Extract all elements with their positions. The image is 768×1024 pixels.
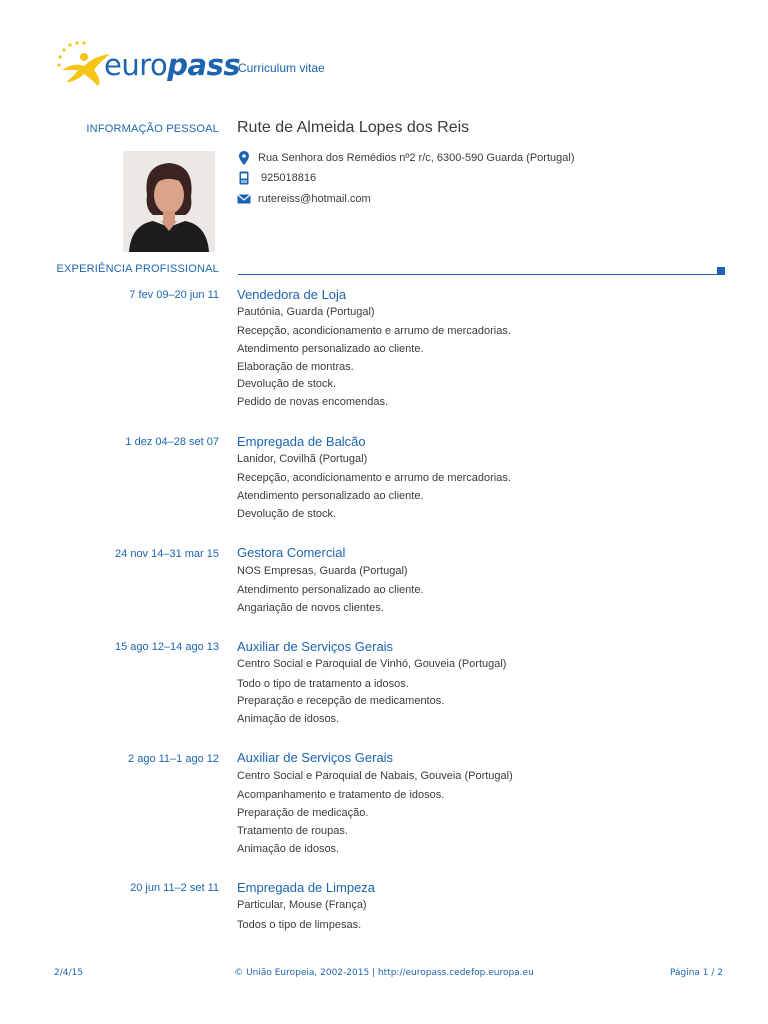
job-title: Gestora Comercial	[237, 545, 346, 560]
job-task: Todo o tipo de tratamento a idosos.	[237, 678, 409, 690]
job-dates: 24 nov 14–31 mar 15	[115, 548, 219, 560]
job-dates: 7 fev 09–20 jun 11	[129, 289, 219, 301]
job-employer: NOS Empresas, Guarda (Portugal)	[237, 565, 408, 577]
job-task: Devolução de stock.	[237, 508, 337, 520]
job-dates: 15 ago 12–14 ago 13	[115, 641, 219, 653]
contact-address	[237, 151, 574, 165]
job-employer: Centro Social e Paroquial de Vinhó, Gouveia (Portugal)	[237, 658, 507, 670]
job-task: Recepção, acondicionamento e arrumo de mercadorias.	[237, 325, 511, 337]
job-employer: Particular, Mouse (França)	[237, 899, 367, 911]
job-task: Acompanhamento e tratamento de idosos.	[237, 789, 445, 801]
mobile-phone-icon	[237, 171, 251, 185]
job-dates: 1 dez 04–28 set 07	[125, 436, 219, 448]
job-task: Animação de idosos.	[237, 713, 340, 725]
job-task: Tratamento de roupas.	[237, 825, 348, 837]
job-dates: 20 jun 11–2 set 11	[130, 882, 219, 894]
contact-phone	[237, 171, 316, 185]
job-title: Empregada de Balcão	[237, 434, 366, 449]
job-task: Recepção, acondicionamento e arrumo de mercadorias.	[237, 472, 511, 484]
phone-text[interactable]: 925018816	[261, 172, 317, 184]
job-title: Vendedora de Loja	[237, 287, 347, 302]
personal-info-label: INFORMAÇÃO PESSOAL	[86, 123, 219, 135]
footer-date: 2/4/15	[54, 968, 83, 978]
job-task: Pedido de novas encomendas.	[237, 396, 389, 408]
person-name: Rute de Almeida Lopes dos Reis	[237, 119, 470, 136]
job-task: Preparação de medicação.	[237, 807, 369, 819]
footer-copyright[interactable]: © União Europeia, 2002-2015 | http://europass.cedefop.europa.eu	[234, 968, 534, 978]
envelope-icon	[237, 192, 251, 206]
job-employer: Pautónia, Guarda (Portugal)	[237, 306, 375, 318]
job-task: Atendimento personalizado ao cliente.	[237, 490, 424, 502]
footer-page-number: Página 1 / 2	[669, 968, 723, 978]
job-task: Animação de idosos.	[237, 843, 340, 855]
address-text: Rua Senhora dos Remédios nº2 r/c, 6300-590 Guarda (Portugal)	[258, 152, 575, 164]
profile-photo	[123, 151, 215, 252]
email-link[interactable]: rutereiss@hotmail.com	[258, 193, 371, 205]
job-task: Todos o tipo de limpesas.	[237, 919, 362, 931]
divider-end-square	[717, 267, 725, 275]
job-task: Atendimento personalizado ao cliente.	[237, 343, 424, 355]
europass-logo	[54, 40, 241, 90]
job-title: Empregada de Limpeza	[237, 880, 376, 895]
job-dates: 2 ago 11–1 ago 12	[128, 753, 219, 765]
document-title: Curriculum vitae	[238, 61, 325, 75]
job-title: Auxiliar de Serviços Gerais	[237, 750, 394, 765]
job-employer: Lanidor, Covilhã (Portugal)	[237, 453, 368, 465]
job-title: Auxiliar de Serviços Gerais	[237, 639, 394, 654]
contact-email	[237, 192, 371, 206]
section-divider	[238, 274, 718, 275]
job-task: Elaboração de montras.	[237, 361, 354, 373]
job-task: Devolução de stock.	[237, 378, 337, 390]
job-task: Angariação de novos clientes.	[237, 602, 384, 614]
job-task: Atendimento personalizado ao cliente.	[237, 584, 424, 596]
experience-label: EXPERIÊNCIA PROFISSIONAL	[56, 263, 219, 275]
job-employer: Centro Social e Paroquial de Nabais, Gouveia (Portugal)	[237, 770, 513, 782]
job-task: Preparação e recepção de medicamentos.	[237, 695, 445, 707]
logo-wordmark: europass	[104, 48, 241, 82]
person-portrait-icon	[123, 151, 215, 252]
location-pin-icon	[237, 151, 251, 165]
